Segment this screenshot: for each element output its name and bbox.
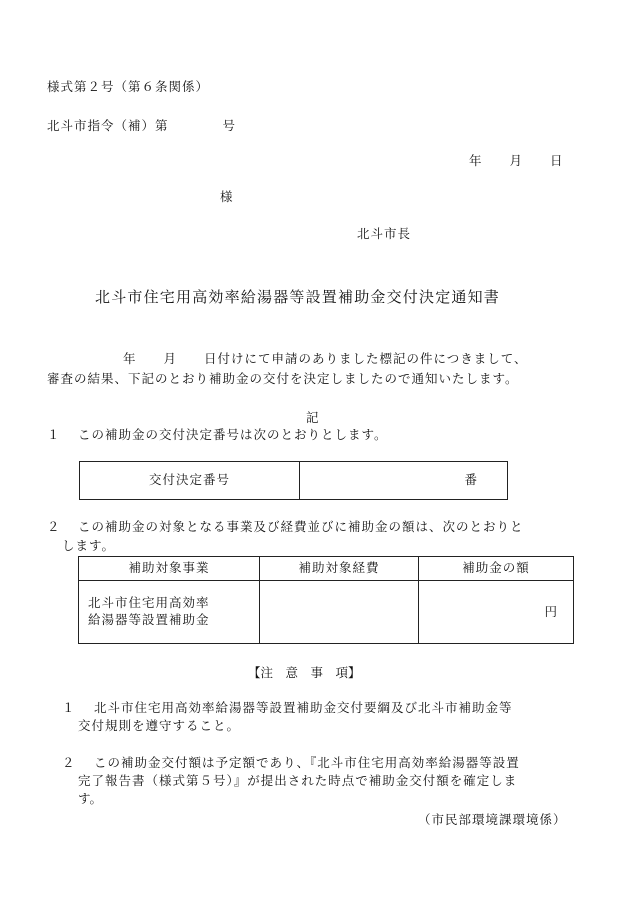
decision-number-suffix: 番 xyxy=(464,472,477,488)
ki-heading: 記 xyxy=(306,410,319,425)
item2-line-1: この補助金の対象となる事業及び経費並びに補助金の額は、次のとおりと xyxy=(78,519,524,534)
note1-number: １ xyxy=(62,700,75,715)
project-line-1: 北斗市住宅用高効率 xyxy=(88,595,210,611)
amount-suffix: 円 xyxy=(544,603,557,619)
project-cell xyxy=(79,581,260,644)
intro-line-1: 年 月 日付けにて申請のありました標記の件につきまして、 xyxy=(123,351,528,366)
project-line-2: 給湯器等設置補助金 xyxy=(88,612,210,627)
note2-number: ２ xyxy=(62,755,75,770)
note2-line-1: この補助金交付額は予定額であり、『北斗市住宅用高効率給湯器等設置 xyxy=(94,755,520,770)
decision-number-label: 交付決定番号 xyxy=(80,462,300,500)
amount-cell[interactable] xyxy=(419,581,574,644)
expense-cell[interactable] xyxy=(260,581,419,644)
item1-number: １ xyxy=(47,427,60,442)
header-amount: 補助金の額 xyxy=(419,557,574,581)
note2-line-3: す。 xyxy=(78,791,103,806)
decision-number-value[interactable] xyxy=(300,462,508,500)
intro-line-2: 審査の結果、下記のとおり補助金の交付を決定しましたので通知いたします。 xyxy=(47,371,519,386)
note1-line-1: 北斗市住宅用高効率給湯器等設置補助金交付要綱及び北斗市補助金等 xyxy=(94,700,513,715)
item2-number: ２ xyxy=(47,519,60,534)
document-title: 北斗市住宅用高効率給湯器等設置補助金交付決定通知書 xyxy=(95,288,501,306)
item2-line-2: します。 xyxy=(62,538,116,553)
decision-number-table xyxy=(79,461,508,500)
header-project: 補助対象事業 xyxy=(79,557,260,581)
item1-text: この補助金の交付決定番号は次のとおりとします。 xyxy=(78,427,388,442)
note2-line-2: 完了報告書（様式第５号）』が提出された時点で補助金交付額を確定しま xyxy=(78,773,518,788)
issue-date: 年 月 日 xyxy=(469,153,564,168)
directive-number: 北斗市指令（補）第 号 xyxy=(47,118,237,133)
department: （市民部環境課環境係） xyxy=(418,812,567,827)
header-expense: 補助対象経費 xyxy=(260,557,419,581)
note1-line-2: 交付規則を遵守すること。 xyxy=(78,718,241,733)
form-number: 様式第２号（第６条関係） xyxy=(47,79,210,94)
recipient-suffix: 様 xyxy=(220,189,233,204)
notes-heading: 【注 意 事 項】 xyxy=(248,665,361,680)
issuer: 北斗市長 xyxy=(357,226,412,241)
subsidy-table xyxy=(78,556,574,644)
